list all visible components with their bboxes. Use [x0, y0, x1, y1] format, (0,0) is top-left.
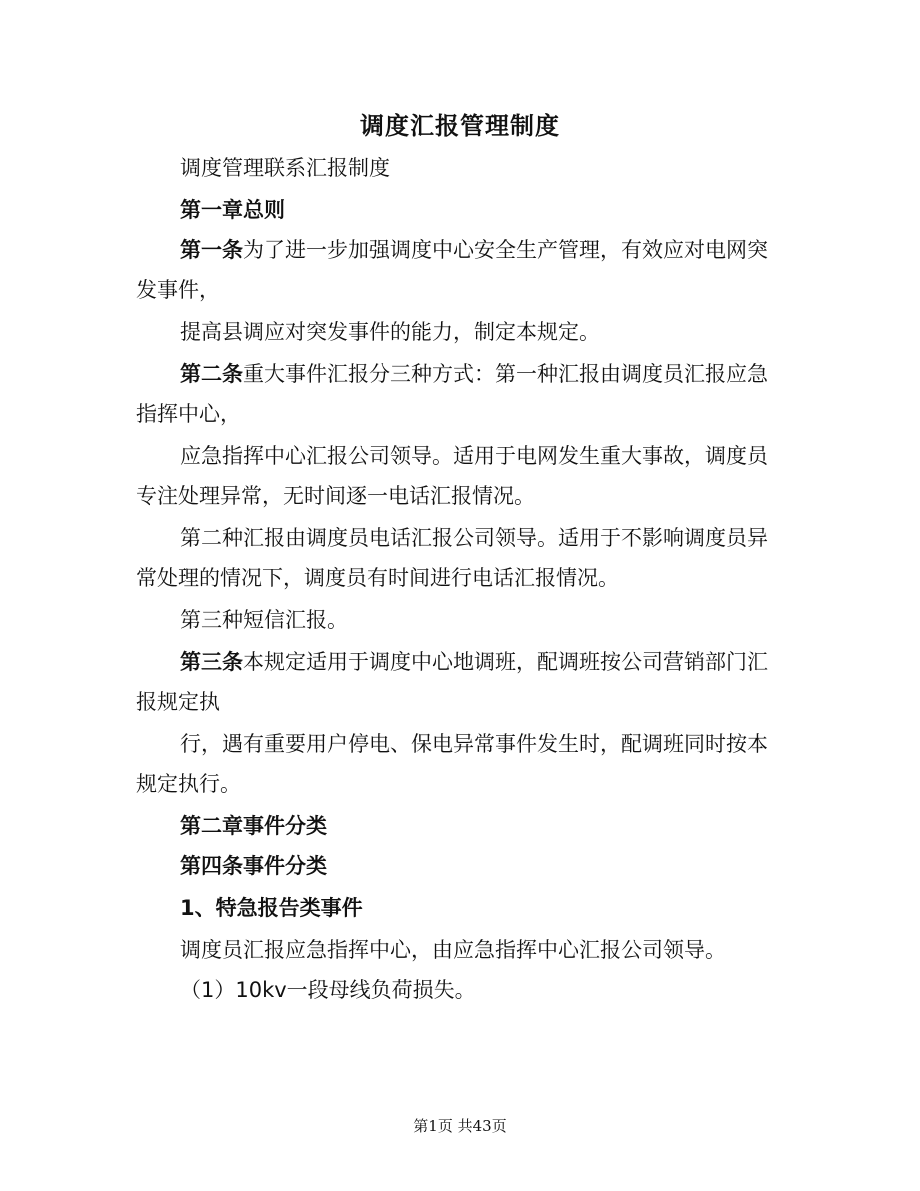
article-2-line-1 [180, 360, 768, 388]
article-2-line-2: 指挥中心， [136, 402, 241, 426]
article-1-line-1 [180, 236, 768, 264]
article-2-line-7: 第三种短信汇报。 [180, 608, 348, 632]
page-title: 调度汇报管理制度 [360, 112, 560, 140]
article-4-heading: 第四条事件分类 [180, 854, 327, 878]
article-3-line-1 [180, 648, 768, 676]
article-3-line-2: 报规定执 [136, 690, 220, 714]
chapter-heading-2: 第二章事件分类 [180, 814, 327, 838]
article-2-line-4: 专注处理异常，无时间逐一电话汇报情况。 [136, 484, 535, 508]
article-3-line-4: 规定执行。 [136, 772, 241, 796]
chapter-heading-1: 第一章总则 [180, 198, 285, 222]
article-1-line-2: 发事件， [136, 278, 220, 302]
page-number: 第1页 共43页 [413, 1117, 507, 1135]
article-2-text: 重大事件汇报分三种方式：第一种汇报由调度员汇报应急 [243, 362, 768, 386]
article-1-line-3: 提高县调应对突发事件的能力，制定本规定。 [180, 320, 600, 344]
section-heading-1: 1、特急报告类事件 [180, 896, 363, 920]
article-3-line-3: 行，遇有重要用户停电、保电异常事件发生时，配调班同时按本 [180, 732, 768, 756]
article-1-text: 为了进一步加强调度中心安全生产管理，有效应对电网突 [243, 238, 768, 262]
section-1-text: 调度员汇报应急指挥中心，由应急指挥中心汇报公司领导。 [180, 938, 726, 962]
article-2-line-3: 应急指挥中心汇报公司领导。适用于电网发生重大事故，调度员 [180, 444, 768, 468]
article-2-line-5: 第二种汇报由调度员电话汇报公司领导。适用于不影响调度员异 [180, 526, 768, 550]
article-2-line-6: 常处理的情况下，调度员有时间进行电话汇报情况。 [136, 566, 619, 590]
list-item-1: （1）10kv一段母线负荷损失。 [180, 978, 476, 1002]
article-3-text: 本规定适用于调度中心地调班，配调班按公司营销部门汇 [243, 650, 768, 674]
article-3-heading: 第三条 [180, 650, 243, 674]
article-2-heading: 第二条 [180, 362, 243, 386]
subtitle: 调度管理联系汇报制度 [180, 156, 390, 180]
article-1-heading: 第一条 [180, 238, 243, 262]
